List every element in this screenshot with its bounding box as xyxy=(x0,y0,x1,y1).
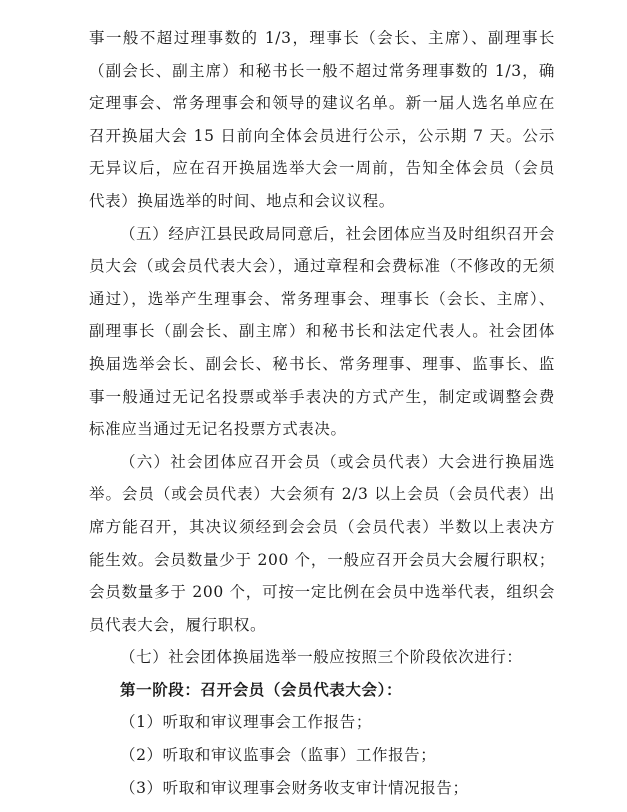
paragraph-item-6: （六）社会团体应召开会员（或会员代表）大会进行换届选举。会员（或会员代表）大会须有 2/3 以上会员（会员代表）出席方能召开，其决议须经到会会员（会员代表）半数以上表决方能生效。会员数量少于 200 个，一般应召开会员大会履行职权；会员数量多于 200 个，可按一定比例在会员中选举代表，组织会员代表大会，履行职权。 xyxy=(89,452,555,634)
list-item-2: （2）听取和审议监事会（监事）工作报告； xyxy=(120,746,437,765)
paragraph-item-5: （五）经庐江县民政局同意后，社会团体应当及时组织召开会员大会（或会员代表大会），通过章程和会费标准（不修改的无须通过），选举产生理事会、常务理事会、理事长（会长、主席）、副理事长（副会长、副主席）和秘书长和法定代表人。社会团体换届选举会长、副会长、秘书长、常务理事、理事、监事长、监事一般通过无记名投票或举手表决的方式产生，制定或调整会费标准应当通过无记名投票方式表决。 xyxy=(89,224,555,439)
stage-one-heading: 第一阶段：召开会员（会员代表大会）： xyxy=(120,679,403,699)
paragraph-continuation: 事一般不超过理事数的 1/3，理事长（会长、主席）、副理事长（副会长、副主席）和秘书长一般不超过常务理事数的 1/3，确定理事会、常务理事会和领导的建议名单。新一届人选名单应在召开换届大会 15 日前向全体会员进行公示，公示期 7 天。公示无异议后，应在召开换届选举大会一周前，告知全体会员（会员代表）换届选举的时间、地点和会议议程。 xyxy=(89,29,555,210)
list-item-3: （3）听取和审议理事会财务收支审计情况报告； xyxy=(120,778,469,797)
document-body xyxy=(89,22,555,804)
list-item-1: （1）听取和审议理事会工作报告； xyxy=(120,713,372,732)
paragraph-item-7: （七）社会团体换届选举一般应按照三个阶段依次进行： xyxy=(120,648,523,667)
